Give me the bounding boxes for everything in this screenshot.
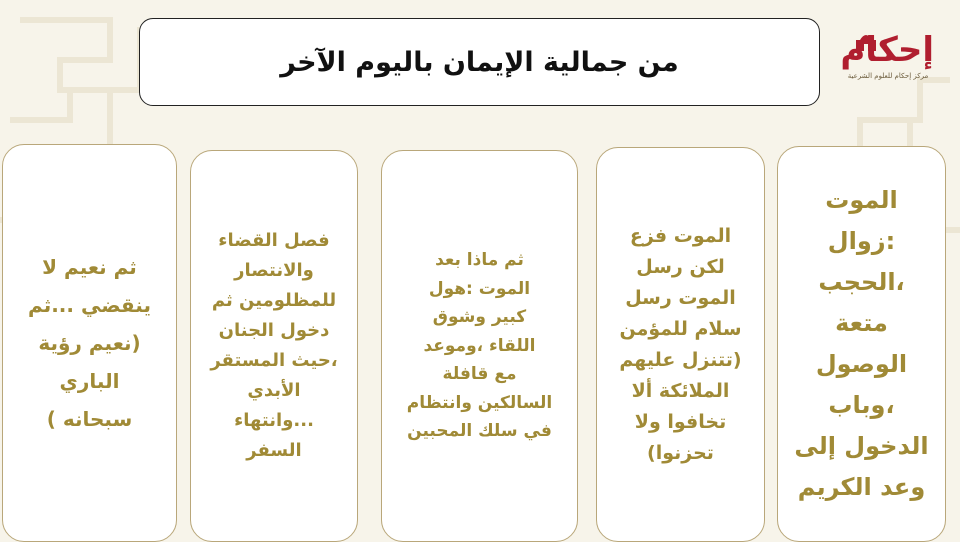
logo-subtitle: مركز إحكام للعلوم الشرعية xyxy=(847,72,929,80)
card-judgment xyxy=(190,150,358,542)
card-text: الموت :زوال ،الحجب متعة الوصول ،وباب الدخول إلى وعد الكريم xyxy=(794,186,929,501)
card-death-messengers xyxy=(596,147,765,542)
card-text: فصل القضاء والانتصار للمظلومين ثم دخول الجنان ،حيث المستقر الأبدي ...وانتهاء السفر xyxy=(210,230,338,461)
card-death-meaning xyxy=(777,146,946,542)
card-text: الموت فزع لكن رسل الموت رسل سلام للمؤمن (تتنزل عليهم الملائكة ألا تخافوا ولا تحزنوا) xyxy=(619,224,742,464)
logo-wordmark: إحكام xyxy=(840,30,934,70)
card-text: ثم نعيم لا ينقضي ...ثم (نعيم رؤية الباري سبحانه ) xyxy=(28,255,151,431)
card-after-death xyxy=(381,150,578,542)
card-text: ثم ماذا بعد الموت :هول كبير وشوق اللقاء ،وموعد مع قافلة السالكين وانتظام في سلك المحبين xyxy=(406,250,553,442)
slide-title: من جمالية الإيمان باليوم الآخر xyxy=(280,46,679,78)
title-box xyxy=(139,18,820,106)
logo xyxy=(842,28,934,94)
card-eternal-bliss xyxy=(2,144,177,542)
